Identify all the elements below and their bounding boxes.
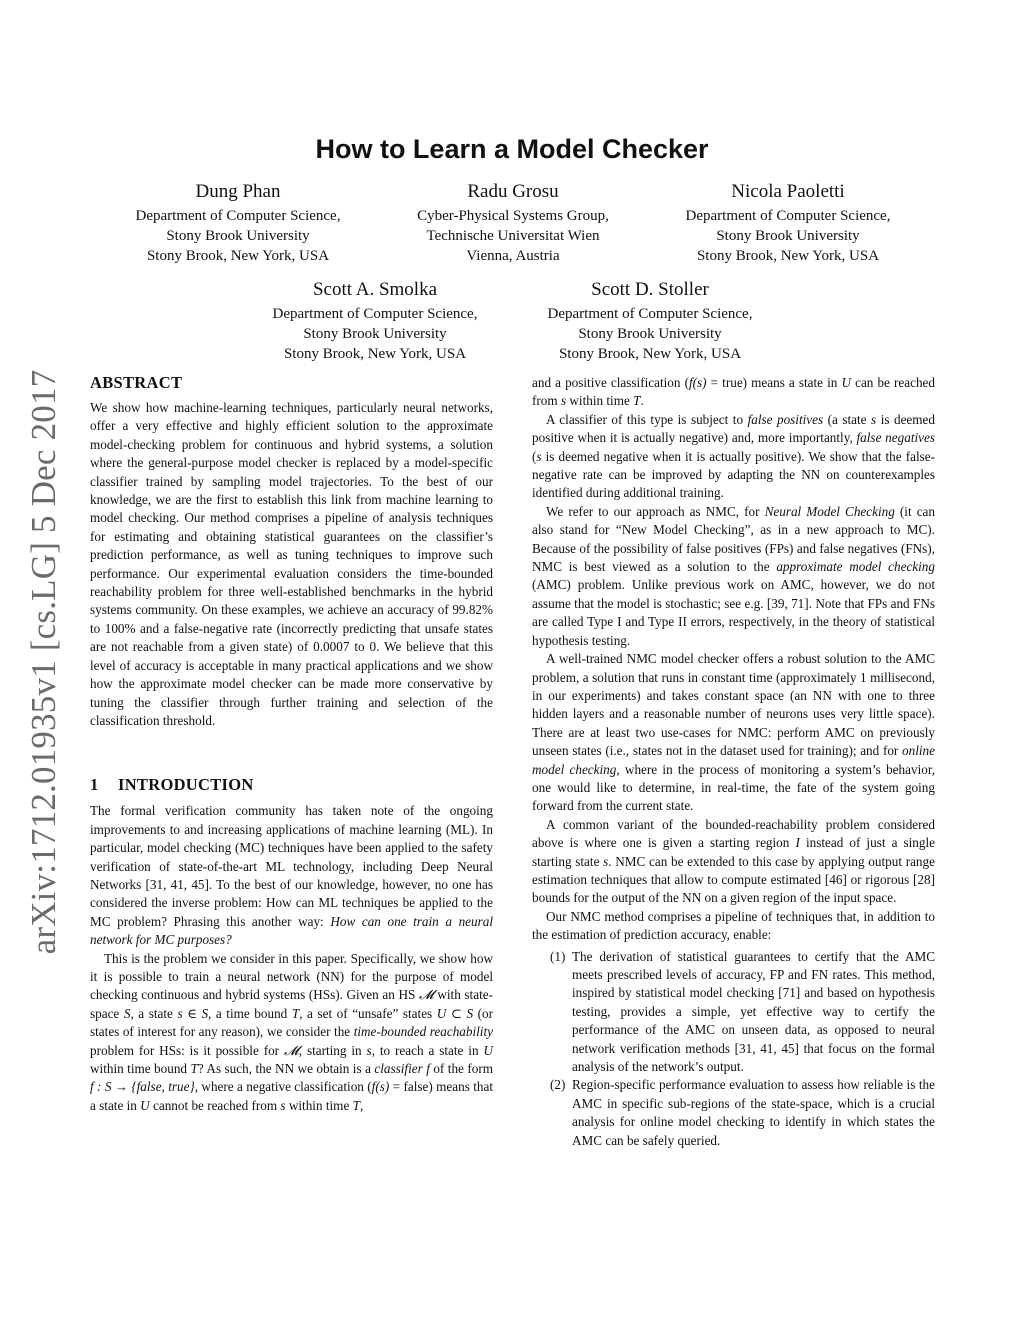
list-marker: (2)	[550, 1077, 566, 1093]
body-paragraph: We refer to our approach as NMC, for Neural Model Checking (it can also stand for “New Model Checking”, as in a new approach to MC). Because of the possibility of false positives (FPs) and false negatives (FNs), NMC is best viewed as a solution to the approximate model checking (AMC) problem. Unlike previous work on AMC, however, we do not assume that the model is stochastic; see e.g. [39, 71]. Note that FPs and FNs are called Type I and Type II errors, respectively, in the theory of statistical hypothesis testing.	[532, 503, 935, 648]
author-affiliation: Department of Computer Science,	[685, 208, 891, 224]
author-affiliation: Technische Universitat Wien	[426, 228, 600, 244]
body-paragraph: A classifier of this type is subject to false positives (a state s is deemed positive when it is actually negative) and, more importantly, false negatives (s is deemed negative when it is actually positive). We show that the false-negative rate can be improved by adapting the NN on counterexamples identified during additional training.	[532, 411, 935, 501]
left-column	[90, 372, 493, 1115]
author-block	[643, 181, 933, 266]
body-paragraph: and a positive classification (f(s) = true) means a state in U can be reached from s within time T.	[532, 375, 935, 409]
author-affiliation: Department of Computer Science,	[272, 306, 478, 322]
intro-paragraph: The formal verification community has taken note of the ongoing improvements to and increasing applications of machine learning (ML). In particular, model checking (MC) techniques have been applied to the safety verification of state-of-the-art ML technology, including Deep Neural Networks [31, 41, 45]. To the best of our knowledge, however, no one has considered the inverse problem: How can ML techniques be applied to the MC problem? Phrasing this another way: How can one train a neural network for MC purposes?	[90, 803, 493, 948]
author-affiliation: Department of Computer Science,	[547, 306, 753, 322]
list-marker: (1)	[550, 948, 566, 964]
author-affiliation: Stony Brook, New York, USA	[696, 248, 880, 264]
author-affiliation: Stony Brook, New York, USA	[146, 248, 330, 264]
list-item	[532, 948, 935, 1077]
section-heading-introduction	[90, 774, 493, 796]
author-affiliation: Stony Brook University	[303, 326, 447, 342]
intro-paragraph: This is the problem we consider in this paper. Specifically, we show how it is possible to train a neural network (NN) for the purpose of model checking continuous and hybrid systems (HSs). Given an HS 𝓜 with state-space S, a state s ∈ S, a time bound T, a set of “unsafe” states U ⊂ S (or states of interest for any reason), we consider the time-bounded reachability problem for HSs: is it possible for 𝓜, starting in s, to reach a state in U within time bound T? As such, the NN we obtain is a classifier f of the form f : S → {false, true}, where a negative classification (f(s) = false) means that a state in U cannot be reached from s within time T,	[90, 950, 493, 1113]
list-item-text: The derivation of statistical guarantees to certify that the AMC meets prescribed levels of accuracy, FP and FN rates. This method, inspired by statistical model checking [71] and based on hypothesis testing, provides a simple, yet effective way to certify the performance of the AMC on unseen data, as opposed to neural network verification methods [31, 41, 45] that focus on the formal analysis of the network’s output.	[572, 948, 935, 1075]
author-affiliation: Vienna, Austria	[466, 248, 560, 264]
abstract-text: We show how machine-learning techniques, particularly neural networks, offer a very effective and highly efficient solution to the approximate model-checking problem for continuous and hybrid systems, a solution where the general-purpose model checker is replaced by a model-specific classifier trained by sampling model trajectories. To the best of our knowledge, we are the first to establish this link from machine learning to model checking. Our method comprises a pipeline of analysis techniques for estimating and obtaining statistical guarantees on the classifier’s prediction performance, as well as tuning techniques to improve such performance. Our experimental evaluation considers the time-bounded reachability problem for three well-established benchmarks in the hybrid systems community. On these examples, we achieve an accuracy of 99.82% to 100% and a false-negative rate (incorrectly predicting that unsafe states are not reachable from a given state) of 0.0007 to 0. We believe that this level of accuracy is acceptable in many practical applications and we show how the approximate model checker can be made more conservative by tuning the classifier through further training and selection of the classification threshold.	[90, 400, 493, 728]
body-paragraph: A common variant of the bounded-reachability problem considered above is where one is given a starting region I instead of just a single starting state s. NMC can be extended to this case by applying output range estimation techniques that allow to compute estimated [46] or rigorous [28] bounds for the output of the NN on a given region of the input space.	[532, 816, 936, 906]
author-block	[505, 279, 795, 364]
section-number: 1	[90, 775, 99, 795]
contribution-list	[532, 948, 935, 1150]
author-affiliation: Stony Brook, New York, USA	[283, 346, 467, 362]
author-affiliation: Cyber-Physical Systems Group,	[417, 208, 609, 224]
author-name: Scott A. Smolka	[312, 279, 438, 300]
author-affiliation: Department of Computer Science,	[135, 208, 341, 224]
author-affiliation: Stony Brook, New York, USA	[558, 346, 742, 362]
author-name: Dung Phan	[195, 181, 281, 202]
author-affiliation: Stony Brook University	[578, 326, 722, 342]
right-column	[532, 374, 935, 1150]
list-item-text: Region-specific performance evaluation to assess how reliable is the AMC in specific sub-regions of the state-space, which is a crucial analysis for online model checking to identify in which states the AMC can be safely queried.	[572, 1077, 935, 1148]
body-paragraph: Our NMC method comprises a pipeline of techniques that, in addition to the estimation of prediction accuracy, enable:	[532, 908, 935, 943]
author-affiliation: Stony Brook University	[166, 228, 310, 244]
section-title: INTRODUCTION	[118, 775, 254, 795]
list-item	[532, 1076, 935, 1150]
body-paragraph: A well-trained NMC model checker offers a robust solution to the AMC problem, a solution that runs in constant time (approximately 1 millisecond, in our experiments) and takes constant space (an NN with one to three hidden layers and a reasonable number of neurons uses very little space). There are at least two use-cases for NMC: perform AMC on previously unseen states (i.e., states not in the dataset used for training); and for online model checking, where in the process of monitoring a system’s behavior, one would like to determine, in real-time, the fate of the system going forward from the current state.	[532, 651, 935, 814]
author-name: Nicola Paoletti	[731, 181, 845, 202]
author-block	[230, 279, 520, 364]
author-block	[93, 181, 383, 266]
arxiv-stamp: arXiv:1712.01935v1 [cs.LG] 5 Dec 2017	[24, 369, 63, 955]
abstract-heading: ABSTRACT	[90, 373, 183, 392]
author-name: Radu Grosu	[467, 181, 559, 202]
author-name: Scott D. Stoller	[591, 279, 709, 300]
author-block	[368, 181, 658, 266]
author-affiliation: Stony Brook University	[716, 228, 860, 244]
paper-title: How to Learn a Model Checker	[315, 134, 709, 164]
